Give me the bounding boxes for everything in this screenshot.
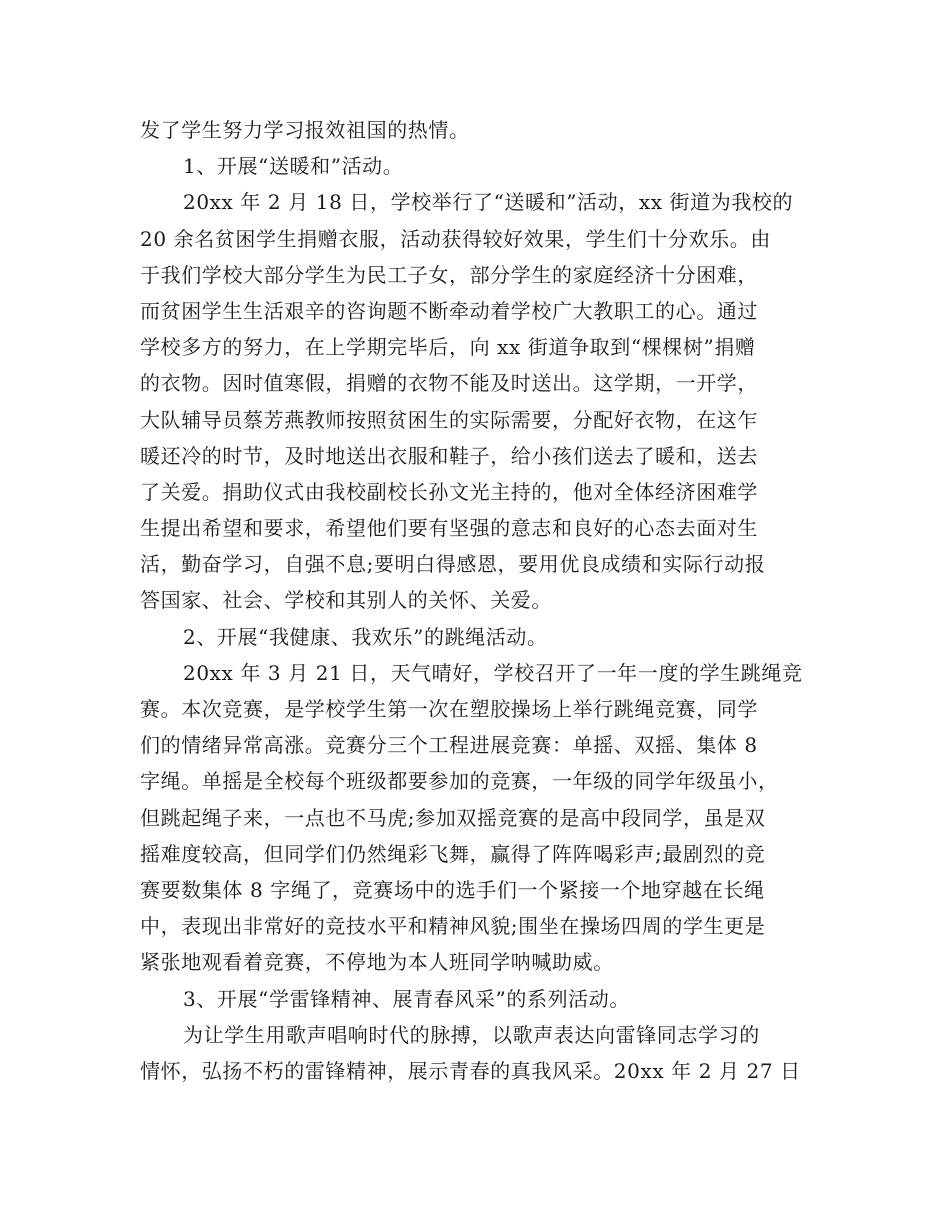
paragraph-line: 大队辅导员蔡芳燕教师按照贫困生的实际需要，分配好衣物，在这乍 <box>140 407 758 432</box>
paragraph-first-line: 为让学生用歌声唱响时代的脉搏，以歌声表达向雷锋同志学习的 <box>183 1022 760 1047</box>
paragraph-first-line: 3、开展“学雷锋精神、展青春风采”的系列活动。 <box>183 986 630 1011</box>
paragraph-line: 紧张地观看着竞赛，不停地为本人班同学呐喊助威。 <box>140 950 614 975</box>
paragraph-line: 摇难度较高，但同学们仍然绳彩飞舞，赢得了阵阵喝彩声;最剧烈的竞 <box>140 841 766 866</box>
paragraph-line: 们的情绪异常高涨。竞赛分三个工程进展竞赛：单摇、双摇、集体 8 <box>140 733 758 758</box>
paragraph-line: 了关爱。捐助仪式由我校副校长孙文光主持的，他对全体经济困难学 <box>140 479 758 504</box>
document-body <box>140 112 815 1089</box>
paragraph-line: 活，勤奋学习，自强不息;要明白得感恩，要用优良成绩和实际行动报 <box>140 552 766 577</box>
paragraph-first-line: 2、开展“我健康、我欢乐”的跳绳活动。 <box>183 624 548 649</box>
paragraph-line: 生提出希望和要求，希望他们要有坚强的意志和良好的心态去面对生 <box>140 516 758 541</box>
paragraph-line: 学校多方的努力，在上学期完毕后，向 xx 街道争取到“棵棵树”捐赠 <box>140 335 756 360</box>
paragraph-line: 情怀，弘扬不朽的雷锋精神，展示青春的真我风采。20xx 年 2 月 27 日 <box>140 1058 801 1083</box>
paragraph-first-line: 1、开展“送暖和”活动。 <box>183 154 404 179</box>
paragraph-line: 而贫困学生生活艰辛的咨询题不断牵动着学校广大教职工的心。通过 <box>140 298 758 323</box>
paragraph-line: 于我们学校大部分学生为民工子女，部分学生的家庭经济十分困难， <box>140 262 758 287</box>
paragraph-line: 字绳。单摇是全校每个班级都要参加的竞赛，一年级的同学年级虽小， <box>140 769 779 794</box>
paragraph-line: 中，表现出非常好的竞技水平和精神风貌;围坐在操场四周的学生更是 <box>140 914 766 939</box>
paragraph-first-line: 20xx 年 3 月 21 日，天气晴好，学校召开了一年一度的学生跳绳竞 <box>183 660 803 685</box>
paragraph-line: 赛。本次竞赛，是学校学生第一次在塑胶操场上举行跳绳竞赛，同学 <box>140 697 758 721</box>
paragraph-line: 20 余名贫困学生捐赠衣服，活动获得较好效果，学生们十分欢乐。由 <box>140 226 772 251</box>
paragraph-line: 发了学生努力学习报效祖国的热情。 <box>140 118 470 142</box>
paragraph-line: 赛要数集体 8 字绳了，竞赛场中的选手们一个紧接一个地穿越在长绳 <box>140 877 765 902</box>
paragraph-line: 暖还冷的时节，及时地送出衣服和鞋子，给小孩们送去了暖和，送去 <box>140 443 758 468</box>
paragraph-first-line: 20xx 年 2 月 18 日，学校举行了“送暖和”活动，xx 街道为我校的 <box>183 190 794 215</box>
paragraph-line: 答国家、社会、学校和其别人的关怀、关爱。 <box>140 588 552 613</box>
paragraph-line: 的衣物。因时值寒假，捐赠的衣物不能及时送出。这学期，一开学， <box>140 371 758 396</box>
paragraph-line: 但跳起绳子来，一点也不马虎;参加双摇竞赛的是高中段同学，虽是双 <box>140 805 766 830</box>
